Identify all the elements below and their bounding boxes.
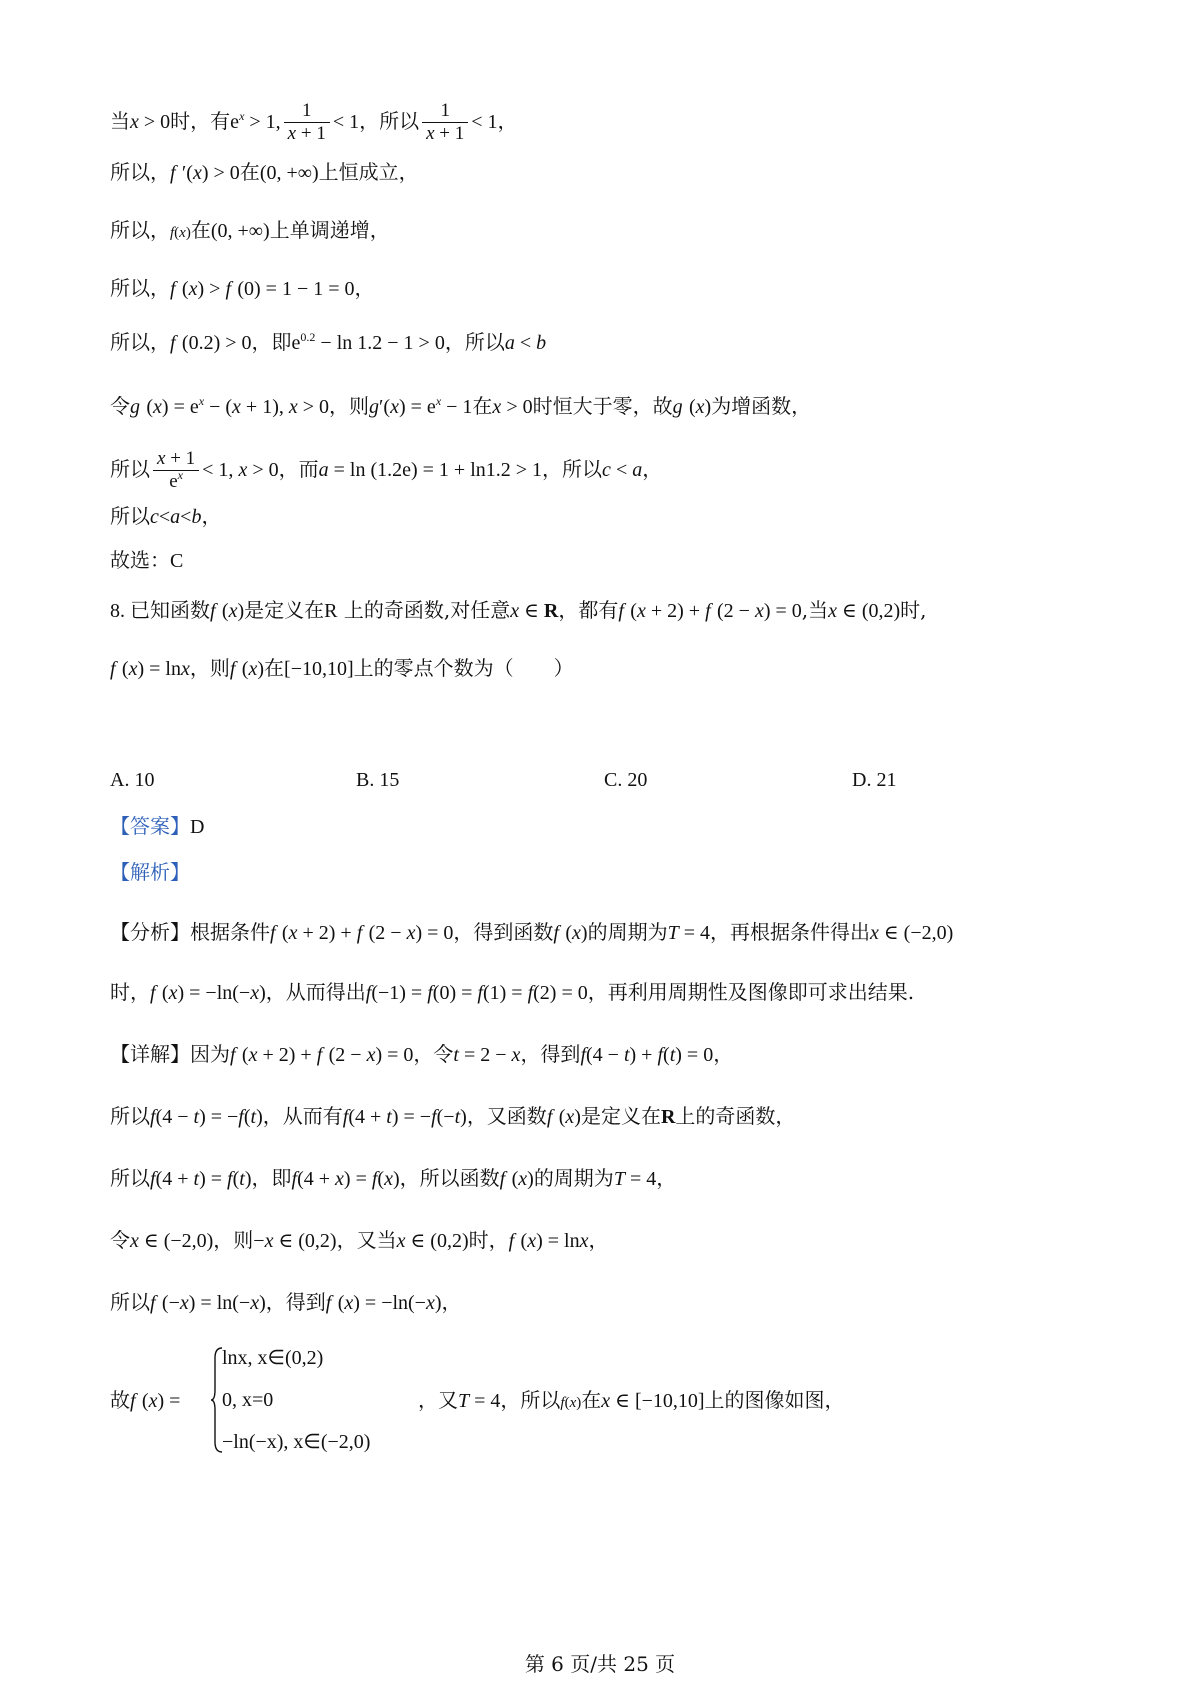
piecewise-case-1: lnx, x∈(0,2) — [222, 1347, 324, 1369]
option-d: D. 21 — [852, 769, 897, 791]
line-3: 所以，f(x)在(0, +∞)上单调递增， — [110, 218, 390, 242]
piecewise-case-3: −ln(−x), x∈(−2,0) — [222, 1431, 371, 1453]
answer-tag: 【答案】 — [110, 814, 190, 838]
detail-line-2: 所以f(4 − t) = −f(t)，从而有f(4 + t) = −f(−t)，又函数f (x)是定义在R上的奇函数， — [110, 1104, 796, 1128]
line-7: 所以 $\frac{x + 1}{e^x}$ < 1, x > 0，而a = ln (1.2e) = 1 + ln1.2 > 1，所以c < a， — [110, 448, 663, 492]
line-9: 故选：C — [110, 548, 184, 572]
line-6: 令g $(x) = e^x - (x + 1)$, x > 0，则$g'(x) = e^x - 1$在x > 0时恒大于零，故g (x)为增函数， — [110, 394, 812, 418]
piecewise-case-2: 0, x=0 — [222, 1389, 274, 1411]
question-8-line-1: 8. 已知函数f (x)是定义在R 上的奇函数,对任意x ∈ R，都有f (x + 2) + f (2 − x) = 0,当x ∈ (0,2)时, — [110, 598, 927, 622]
option-b: B. 15 — [356, 769, 400, 791]
analysis-heading — [110, 858, 190, 886]
line-5: 所以，f (0.2) > 0，即$e^{0.2} - \ln 1.2 - 1 > 0$，所以a < b — [110, 330, 547, 354]
answer-value: D — [190, 816, 205, 838]
line-1: 当x > 0时，有$e^x > 1$, $\frac{1}{x + 1}$ < 1，所以 $\frac{1}{x + 1}$ < 1， — [110, 100, 518, 144]
option-c: C. 20 — [604, 769, 648, 791]
analysis-tag: 【解析】 — [110, 860, 190, 884]
option-a: A. 10 — [110, 769, 155, 791]
detail-line-5: 所以f (−x) = ln(−x)，得到f (x) = −ln(−x)， — [110, 1290, 462, 1314]
line-2: 所以，f ′(x) > 0在(0, +∞)上恒成立， — [110, 160, 419, 184]
analysis-line-2: 时，f (x) = −ln(−x)，从而得出f(−1) = f(0) = f(1) = f(2) = 0，再利用周期性及图像即可求出结果. — [110, 980, 915, 1004]
analysis-line-1: 【分析】根据条件f (x + 2) + f (2 − x) = 0，得到函数f (x)的周期为T = 4，再根据条件得出x ∈ (−2,0) — [110, 920, 954, 944]
piecewise-lead: 故f (x) = — [110, 1388, 181, 1412]
page-footer: 第 6 页/共 25 页 — [524, 1652, 676, 1676]
question-8-line-2: f (x) = lnx，则f (x)在[−10,10]上的零点个数为（ ） — [110, 656, 574, 680]
detail-line-3: 所以f(4 + t) = f(t)，即f(4 + x) = f(x)，所以函数f (x)的周期为T = 4， — [110, 1166, 677, 1190]
piecewise-tail: ，又T = 4，所以f(x)在x ∈ [−10,10]上的图像如图， — [418, 1388, 845, 1412]
line-8: 所以c<a<b， — [110, 504, 222, 528]
line-4: 所以，f (x) > f (0) = 1 − 1 = 0， — [110, 276, 375, 300]
answer-line — [110, 812, 204, 841]
detail-line-1: 【详解】因为f (x + 2) + f (2 − x) = 0，令t = 2 − x，得到f(4 − t) + f(t) = 0， — [110, 1042, 734, 1066]
detail-line-4: 令x ∈ (−2,0)，则−x ∈ (0,2)，又当x ∈ (0,2)时，f (x) = lnx， — [110, 1228, 609, 1252]
